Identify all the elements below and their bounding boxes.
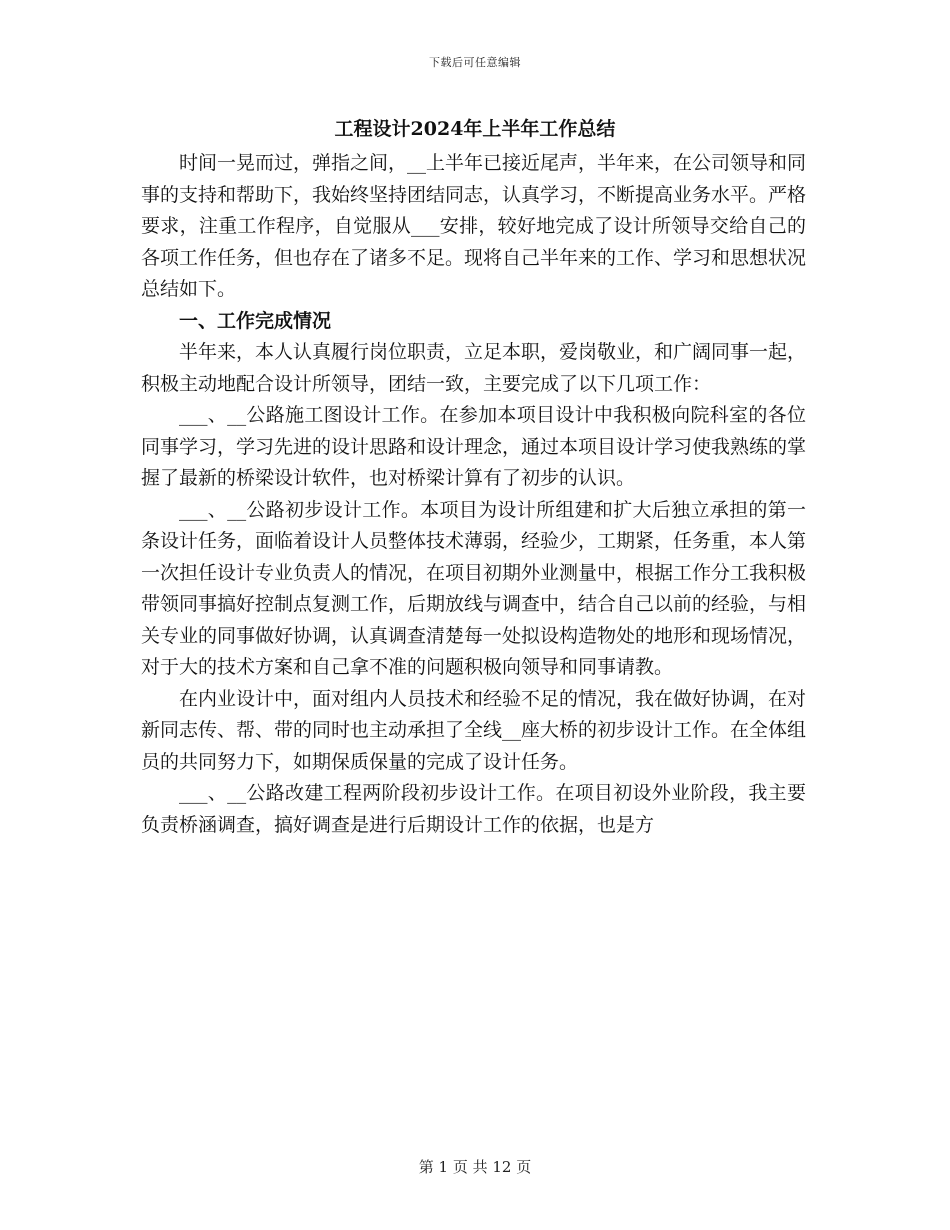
body-paragraph: 在内业设计中，面对组内人员技术和经验不足的情况，我在做好协调，在对新同志传、帮、带的同时也主动承担了全线__座大桥的初步设计工作。在全体组员的共同努力下，如期保质保量的完成了设计任务。 — [141, 687, 807, 773]
page-number: 第 1 页 共 12 页 — [418, 1158, 532, 1176]
section-heading: 一、工作完成情况 — [179, 309, 332, 332]
body-paragraph: 半年来，本人认真履行岗位职责，立足本职，爱岗敬业，和广阔同事一起，积极主动地配合设计所领导，团结一致，主要完成了以下几项工作： — [141, 341, 807, 395]
intro-paragraph: 时间一晃而过，弹指之间，__上半年已接近尾声，半年来，在公司领导和同事的支持和帮助下，我始终坚持团结同志，认真学习，不断提高业务水平。严格要求，注重工作程序，自觉服从___安排，较好地完成了设计所领导交给自己的各项工作任务，但也存在了诸多不足。现将自己半年来的工作、学习和思想状况总结如下。 — [141, 152, 807, 300]
header-note: 下载后可任意编辑 — [429, 56, 521, 69]
document-title: 工程设计2024年上半年工作总结 — [334, 118, 616, 140]
body-paragraph: ___、__公路初步设计工作。本项目为设计所组建和扩大后独立承担的第一条设计任务，面临着设计人员整体技术薄弱，经验少，工期紧，任务重，本人第一次担任设计专业负责人的情况，在项目初期外业测量中，根据工作分工我积极带领同事搞好控制点复测工作，后期放线与调查中，结合自己以前的经验，与相关专业的同事做好协调，认真调查清楚每一处拟设构造物处的地形和现场情况，对于大的技术方案和自己拿不准的问题积极向领导和同事请教。 — [141, 498, 807, 678]
document-body — [141, 148, 806, 841]
body-paragraph: ___、__公路改建工程两阶段初步设计工作。在项目初设外业阶段，我主要负责桥涵调查，搞好调查是进行后期设计工作的依据，也是方 — [141, 782, 806, 836]
body-paragraph: ___、__公路施工图设计工作。在参加本项目设计中我积极向院科室的各位同事学习，学习先进的设计思路和设计理念，通过本项目设计学习使我熟练的掌握了最新的桥梁设计软件，也对桥梁计算有了初步的认识。 — [141, 404, 807, 489]
